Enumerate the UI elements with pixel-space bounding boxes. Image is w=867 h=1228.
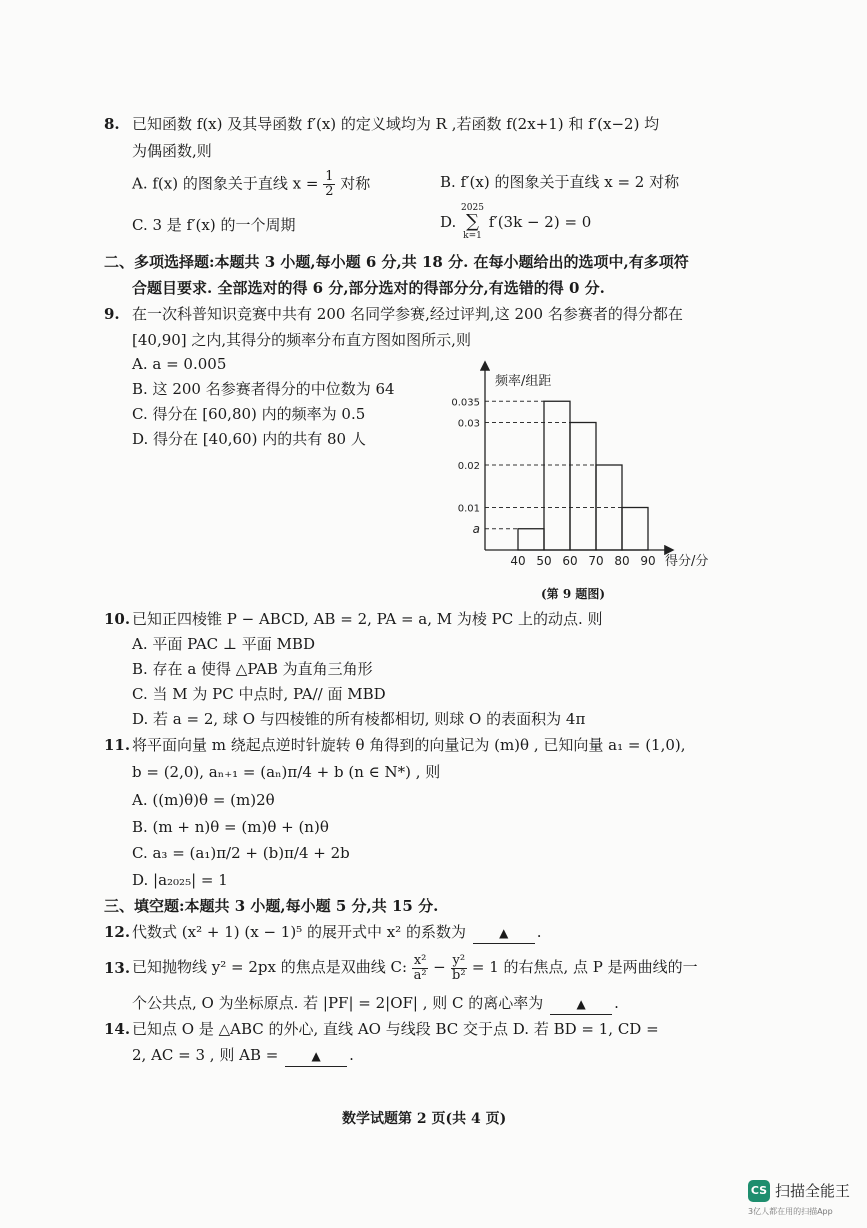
q13-line1 bbox=[132, 949, 698, 985]
y-axis-label: 频率/组距 bbox=[495, 374, 552, 389]
page-footer: 数学试题第 2 页(共 4 页) bbox=[342, 1111, 507, 1127]
q14-stem-line1: 已知点 O 是 △ABC 的外心, 直线 AO 与线段 BC 交于点 D. 若 BD = 1, CD = bbox=[132, 1020, 659, 1038]
q13-stem-line2: 个公共点, O 为坐标原点. 若 |PF| = 2|OF| , 则 C 的离心率为 bbox=[132, 994, 544, 1012]
q10-stem: 已知正四棱锥 P − ABCD, AB = 2, PA = a, M 为棱 PC 上的动点. 则 bbox=[132, 610, 603, 628]
q8-stem-line1: 已知函数 f(x) 及其导函数 f′(x) 的定义域均为 R ,若函数 f(2x+1) 和 f′(x−2) 均 bbox=[132, 115, 660, 133]
q8-number: 8. bbox=[104, 115, 120, 133]
q11-number: 11. bbox=[104, 736, 131, 754]
sigma-icon: ∑ bbox=[466, 211, 479, 232]
q8-option-a-prefix: A. f(x) 的图象关于直线 x = bbox=[132, 174, 319, 193]
q12-end-period: . bbox=[536, 923, 542, 941]
q12-stem: 代数式 (x² + 1) (x − 1)⁵ 的展开式中 x² 的系数为 bbox=[132, 923, 466, 941]
q14-stem-line2: 2, AC = 3 , 则 AB = bbox=[132, 1046, 279, 1064]
q9-option-c: C. 得分在 [60,80) 内的频率为 0.5 bbox=[132, 405, 366, 423]
q8-option-d bbox=[440, 203, 591, 241]
histogram-bar-40-50 bbox=[518, 529, 544, 550]
histogram-chart bbox=[440, 355, 740, 585]
section3-heading: 三、填空题:本题共 3 小题,每小题 5 分,共 15 分. bbox=[104, 897, 439, 915]
fraction-denominator: a² bbox=[413, 967, 427, 983]
q9-figure-caption: (第 9 题图) bbox=[541, 587, 606, 601]
fraction-denominator: b² bbox=[452, 967, 466, 983]
y-tick-label: 0.03 bbox=[457, 418, 480, 430]
sum-upper-limit: 2025 bbox=[461, 203, 484, 213]
q13-number: 13. bbox=[104, 959, 131, 977]
q8-option-a-fraction bbox=[323, 170, 335, 199]
histogram-bar-80-90 bbox=[622, 508, 648, 551]
q13-fraction-x bbox=[412, 954, 429, 983]
sum-lower-limit: k=1 bbox=[463, 231, 482, 241]
q10-option-b: B. 存在 a 使得 △PAB 为直角三角形 bbox=[132, 660, 373, 678]
q13-stem-post: = 1 的右焦点, 点 P 是两曲线的一 bbox=[471, 958, 698, 976]
fraction-numerator: x² bbox=[413, 952, 427, 968]
q8-option-b: B. f′(x) 的图象关于直线 x = 2 对称 bbox=[440, 173, 680, 191]
chart-bars bbox=[518, 401, 648, 550]
q13-fraction-y bbox=[451, 954, 468, 983]
section2-heading-line1: 二、多项选择题:本题共 3 小题,每小题 6 分,共 18 分. 在每小题给出的选项中,有多项符 bbox=[104, 253, 689, 271]
q11-option-c: C. a₃ = (a₁)π/2 + (b)π/4 + 2b bbox=[132, 844, 350, 862]
x-tick-label: 40 bbox=[510, 554, 526, 568]
y-tick-label: 0.02 bbox=[457, 461, 480, 472]
fraction-numerator: 1 bbox=[325, 169, 334, 184]
camscanner-logo: CS bbox=[748, 1180, 770, 1202]
q8-option-d-label: D. bbox=[440, 213, 457, 231]
q8-option-a-suffix: 对称 bbox=[340, 174, 371, 193]
q10-option-a: A. 平面 PAC ⊥ 平面 MBD bbox=[132, 635, 315, 653]
q9-option-a: A. a = 0.005 bbox=[132, 355, 227, 373]
q14-line2 bbox=[132, 1045, 354, 1067]
q11-option-a: A. ((m)θ)θ = (m)2θ bbox=[132, 791, 275, 809]
q13-end-period: . bbox=[614, 994, 619, 1012]
q9-option-b: B. 这 200 名参赛者得分的中位数为 64 bbox=[132, 380, 395, 398]
q10-number: 10. bbox=[104, 610, 131, 628]
camscanner-tagline: 3亿人都在用的扫描App bbox=[748, 1207, 833, 1216]
q8-stem-line2: 为偶函数,则 bbox=[132, 142, 212, 160]
summation-symbol bbox=[461, 203, 484, 241]
q10-option-c: C. 当 M 为 PC 中点时, PA// 面 MBD bbox=[132, 685, 386, 703]
y-tick-labels bbox=[451, 397, 480, 536]
q9-option-d: D. 得分在 [40,60) 内的共有 80 人 bbox=[132, 430, 366, 448]
q8-option-c: C. 3 是 f′(x) 的一个周期 bbox=[132, 216, 296, 234]
q8-option-a bbox=[132, 170, 370, 199]
q12-answer-blank[interactable]: ▲ bbox=[473, 923, 535, 944]
q13-stem-pre: 已知抛物线 y² = 2px 的焦点是双曲线 C: bbox=[132, 958, 408, 976]
q12-line bbox=[132, 922, 542, 944]
x-axis-label: 得分/分 bbox=[665, 554, 709, 569]
y-tick-label: a bbox=[472, 521, 480, 536]
q9-stem-line1: 在一次科普知识竞赛中共有 200 名同学参赛,经过评判,这 200 名参赛者的得分都在 bbox=[132, 305, 683, 323]
y-tick-label: 0.035 bbox=[451, 397, 480, 409]
q11-stem-line1: 将平面向量 m 绕起点逆时针旋转 θ 角得到的向量记为 (m)θ , 已知向量 a₁ = (1,0), bbox=[132, 736, 686, 754]
x-tick-label: 80 bbox=[614, 554, 630, 568]
x-tick-label: 60 bbox=[562, 554, 578, 568]
q11-stem-line2: b = (2,0), aₙ₊₁ = (aₙ)π/4 + b (n ∈ N*) , 则 bbox=[132, 763, 441, 781]
q13-answer-blank[interactable]: ▲ bbox=[550, 994, 612, 1015]
q10-option-d: D. 若 a = 2, 球 O 与四棱锥的所有棱都相切, 则球 O 的表面积为 4π bbox=[132, 710, 586, 728]
q11-option-d: D. |a₂₀₂₅| = 1 bbox=[132, 871, 228, 889]
x-tick-labels bbox=[510, 554, 655, 568]
histogram-bar-60-70 bbox=[570, 423, 596, 551]
q9-stem-line2: [40,90] 之内,其得分的频率分布直方图如图所示,则 bbox=[132, 331, 471, 349]
y-tick-label: 0.01 bbox=[457, 503, 480, 515]
q14-answer-blank[interactable]: ▲ bbox=[285, 1046, 347, 1067]
section2-heading-line2: 合题目要求. 全部选对的得 6 分,部分选对的得部分分,有选错的得 0 分. bbox=[132, 279, 605, 297]
q8-option-d-expr: f′(3k − 2) = 0 bbox=[488, 213, 592, 231]
q12-number: 12. bbox=[104, 923, 131, 941]
camscanner-name: 扫描全能王 bbox=[775, 1182, 851, 1200]
x-tick-label: 50 bbox=[536, 554, 552, 568]
q9-number: 9. bbox=[104, 305, 120, 323]
x-tick-label: 90 bbox=[640, 554, 656, 568]
fraction-numerator: y² bbox=[452, 952, 466, 968]
q11-option-b: B. (m + n)θ = (m)θ + (n)θ bbox=[132, 818, 329, 836]
histogram-bar-50-60 bbox=[544, 401, 570, 550]
q14-end-period: . bbox=[349, 1046, 354, 1064]
q14-number: 14. bbox=[104, 1020, 131, 1038]
x-tick-label: 70 bbox=[588, 554, 604, 568]
fraction-denominator: 2 bbox=[325, 184, 334, 199]
minus-sign: − bbox=[433, 958, 446, 976]
q13-line2 bbox=[132, 993, 619, 1015]
